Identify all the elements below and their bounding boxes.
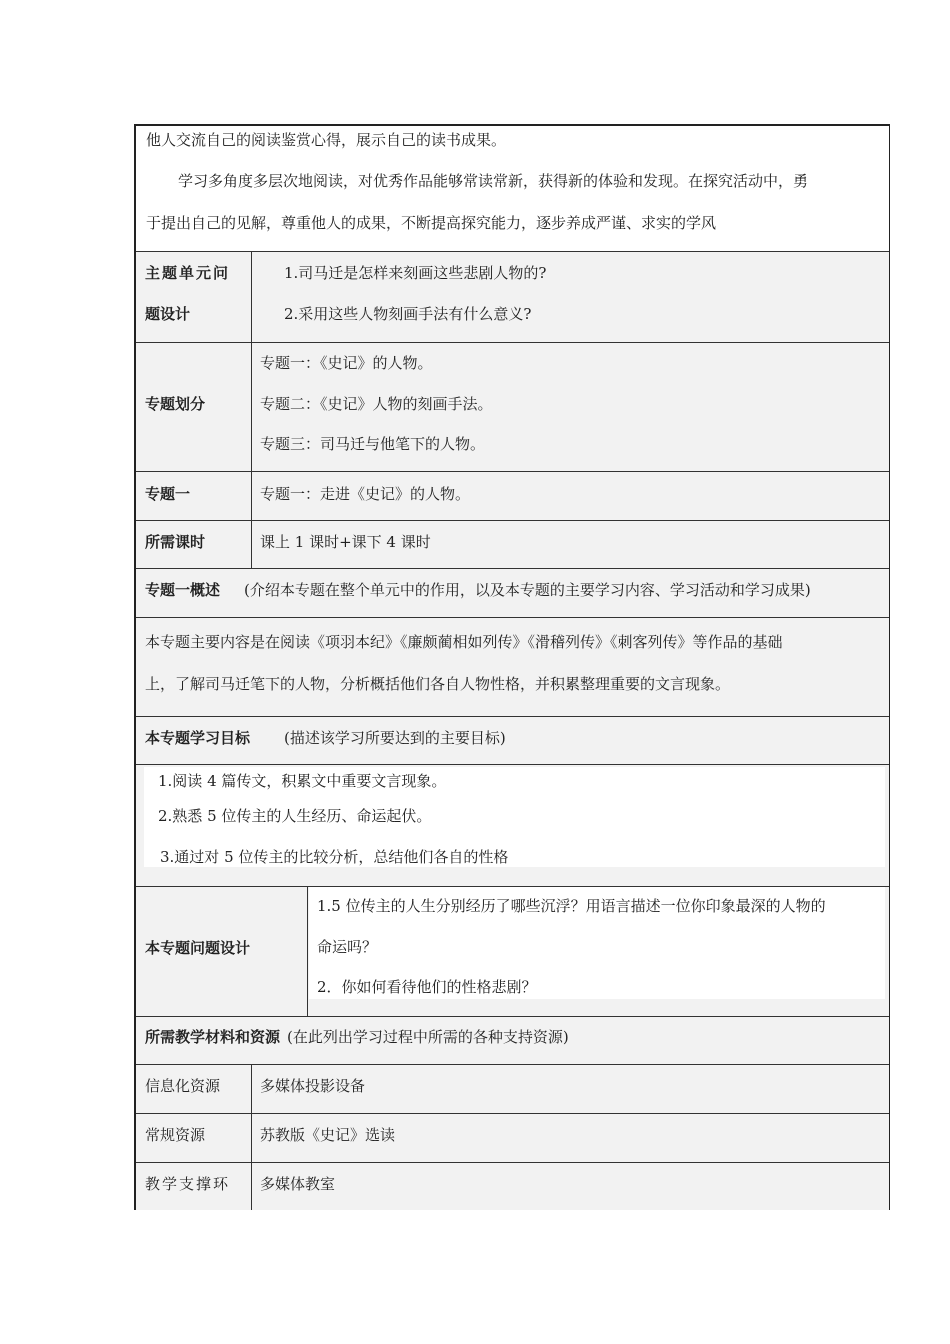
goals-note: (描述该学习所要达到的主要目标)	[284, 729, 506, 747]
problem-design-row	[136, 886, 889, 1016]
resource-row	[136, 1162, 889, 1210]
intro-line-2: 学习多角度多层次地阅读，对优秀作品能够常读常新，获得新的体验和发现。在探究活动中，勇	[178, 172, 809, 190]
problem-1-line-1: 1.5 位传主的人生分别经历了哪些沉浮？用语言描述一位你印象最深的人物的	[317, 897, 826, 915]
resource-label-cell	[136, 1163, 252, 1210]
intro-row	[136, 126, 889, 251]
topic-one-label: 专题一	[145, 485, 191, 503]
overview-body-row	[136, 617, 889, 716]
resource-label-cell	[136, 1065, 252, 1113]
theme-questions-row	[136, 251, 889, 342]
topic-division-label-cell	[136, 343, 252, 471]
materials-header-row	[136, 1016, 889, 1064]
intro-line-1: 他人交流自己的阅读鉴赏心得，展示自己的读书成果。	[146, 131, 507, 149]
resource-value: 苏教版《史记》选读	[260, 1126, 396, 1144]
class-hours-row	[136, 520, 889, 568]
materials-label: 所需教学材料和资源	[145, 1028, 281, 1046]
class-hours-label: 所需课时	[145, 533, 206, 551]
topic-one-label-cell	[136, 472, 252, 520]
overview-label: 专题一概述	[145, 581, 221, 599]
problem-1-line-2: 命运吗？	[317, 938, 378, 956]
resource-value: 多媒体投影设备	[260, 1077, 366, 1095]
overview-note: (介绍本专题在整个单元中的作用，以及本专题的主要学习内容、学习活动和学习成果)	[244, 581, 811, 599]
topic-one-value: 专题一：走进《史记》的人物。	[260, 485, 471, 503]
goal-3: 3.通过对 5 位传主的比较分析，总结他们各自的性格	[160, 848, 509, 866]
overview-line-1: 本专题主要内容是在阅读《项羽本纪》《廉颇蔺相如列传》《滑稽列传》《刺客列传》等作品的基础	[145, 633, 783, 651]
topic-division-item-2: 专题二：《史记》人物的刻画手法。	[260, 395, 493, 413]
resource-label: 常规资源	[145, 1126, 206, 1144]
resource-label: 信息化资源	[145, 1077, 221, 1095]
goal-2: 2.熟悉 5 位传主的人生经历、命运起伏。	[158, 807, 432, 825]
resource-value: 多媒体教室	[260, 1175, 336, 1193]
topic-division-label: 专题划分	[145, 395, 206, 413]
topic-division-row	[136, 342, 889, 471]
goals-header-row	[136, 716, 889, 764]
problem-design-label-cell	[136, 887, 308, 1016]
goal-1: 1.阅读 4 篇传文，积累文中重要文言现象。	[158, 772, 447, 790]
topic-one-row	[136, 471, 889, 520]
resource-row	[136, 1113, 889, 1162]
lesson-plan-table	[134, 124, 890, 1210]
topic-division-item-3: 专题三：司马迁与他笔下的人物。	[260, 435, 486, 453]
theme-questions-label-cell	[136, 252, 252, 342]
theme-question-2: 2.采用这些人物刻画手法有什么意义?	[284, 305, 532, 323]
goals-body-row	[136, 764, 889, 886]
resource-label: 教学支撑环	[145, 1175, 231, 1193]
class-hours-label-cell	[136, 521, 252, 568]
theme-questions-label-1: 主题单元问	[145, 264, 231, 282]
resource-row	[136, 1064, 889, 1113]
problem-2: 2．你如何看待他们的性格悲剧？	[317, 978, 537, 996]
class-hours-value: 课上 1 课时+课下 4 课时	[260, 533, 431, 551]
goals-label: 本专题学习目标	[145, 729, 251, 747]
problem-design-label: 本专题问题设计	[145, 939, 251, 957]
theme-questions-label-2: 题设计	[145, 305, 191, 323]
materials-note: (在此列出学习过程中所需的各种支持资源)	[287, 1028, 569, 1046]
resource-label-cell	[136, 1114, 252, 1162]
intro-line-3: 于提出自己的见解，尊重他人的成果，不断提高探究能力，逐步养成严谨、求实的学风	[146, 214, 717, 232]
topic-division-item-1: 专题一：《史记》的人物。	[260, 354, 433, 372]
overview-header-row	[136, 568, 889, 617]
theme-question-1: 1.司马迁是怎样来刻画这些悲剧人物的?	[284, 264, 547, 282]
overview-line-2: 上，了解司马迁笔下的人物，分析概括他们各自人物性格，并积累整理重要的文言现象。	[145, 675, 731, 693]
